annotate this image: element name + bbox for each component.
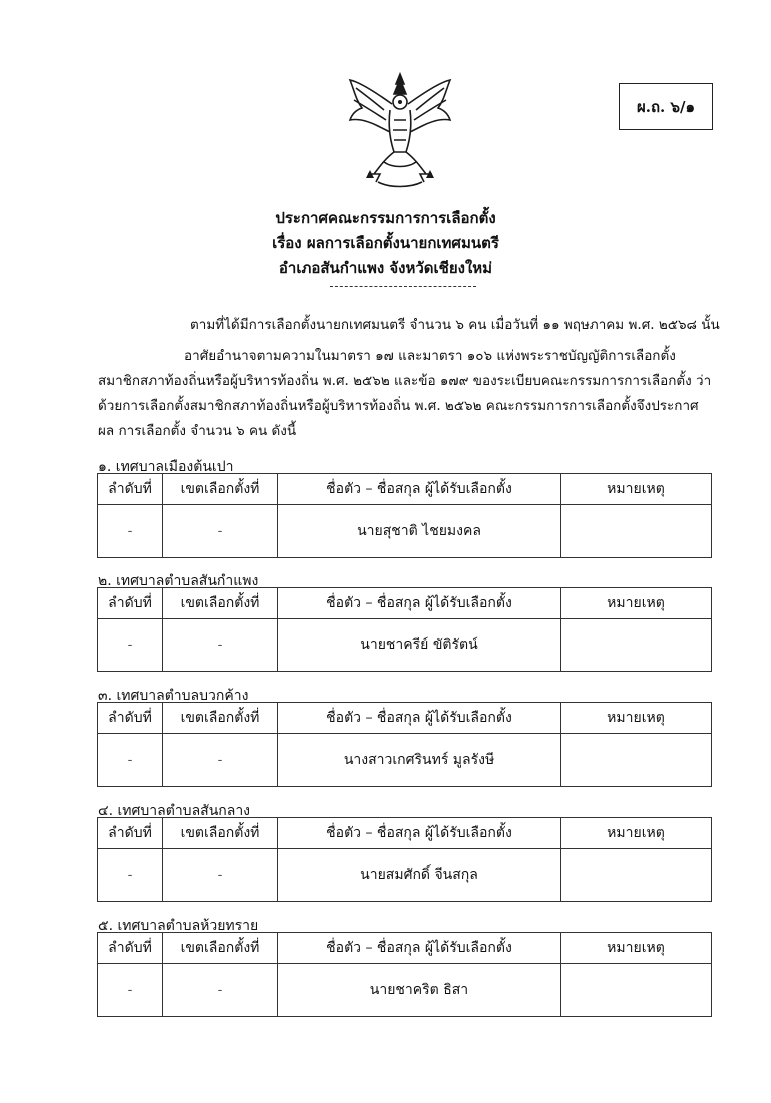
header-district: เขตเลือกตั้งที่	[163, 474, 278, 505]
announcement-subject: เรื่อง ผลการเลือกตั้งนายกเทศมนตรี	[272, 234, 499, 252]
cell-order: -	[98, 619, 163, 672]
cell-remark	[561, 734, 712, 787]
intro-paragraph: ตามที่ได้มีการเลือกตั้งนายกเทศมนตรี จำนวน ๖ คน เมื่อวันที่ ๑๑ พฤษภาคม พ.ศ. ๒๕๖๘ นั้น	[190, 317, 720, 333]
result-table	[97, 587, 712, 672]
header-name: ชื่อตัว – ชื่อสกุล ผู้ได้รับเลือกตั้ง	[278, 588, 561, 619]
header-district: เขตเลือกตั้งที่	[163, 703, 278, 734]
cell-district: -	[163, 964, 278, 1017]
cell-name: นางสาวเกศรินทร์ มูลรังษี	[278, 734, 561, 787]
body-paragraph	[98, 344, 714, 444]
announcement-title: ประกาศคณะกรรมการการเลือกตั้ง	[275, 209, 496, 227]
header-order: ลำดับที่	[98, 474, 163, 505]
table-row	[98, 734, 712, 787]
cell-remark	[561, 964, 712, 1017]
table-row	[98, 849, 712, 902]
cell-order: -	[98, 734, 163, 787]
header-order: ลำดับที่	[98, 703, 163, 734]
table-row	[98, 505, 712, 558]
cell-district: -	[163, 505, 278, 558]
cell-district: -	[163, 619, 278, 672]
table-header-row	[98, 818, 712, 849]
header-name: ชื่อตัว – ชื่อสกุล ผู้ได้รับเลือกตั้ง	[278, 933, 561, 964]
header-order: ลำดับที่	[98, 818, 163, 849]
header-order: ลำดับที่	[98, 588, 163, 619]
announcement-location: อำเภอสันกำแพง จังหวัดเชียงใหม่	[278, 259, 493, 277]
header-remark: หมายเหตุ	[561, 474, 712, 505]
cell-remark	[561, 505, 712, 558]
table-header-row	[98, 703, 712, 734]
cell-name: นายชาคริต ธิสา	[278, 964, 561, 1017]
header-district: เขตเลือกตั้งที่	[163, 588, 278, 619]
table-row	[98, 619, 712, 672]
cell-remark	[561, 619, 712, 672]
section-title: ๑. เทศบาลเมืองต้นเปา	[98, 459, 234, 475]
header-remark: หมายเหตุ	[561, 588, 712, 619]
header-order: ลำดับที่	[98, 933, 163, 964]
header-remark: หมายเหตุ	[561, 933, 712, 964]
cell-order: -	[98, 505, 163, 558]
header-name: ชื่อตัว – ชื่อสกุล ผู้ได้รับเลือกตั้ง	[278, 818, 561, 849]
heading-divider	[330, 286, 476, 287]
header-name: ชื่อตัว – ชื่อสกุล ผู้ได้รับเลือกตั้ง	[278, 474, 561, 505]
garuda-emblem-icon	[338, 70, 462, 190]
form-code-box: ผ.ถ. ๖/๑	[619, 83, 713, 130]
header-name: ชื่อตัว – ชื่อสกุล ผู้ได้รับเลือกตั้ง	[278, 703, 561, 734]
table-header-row	[98, 933, 712, 964]
cell-name: นายสมศักดิ์ จีนสกุล	[278, 849, 561, 902]
header-remark: หมายเหตุ	[561, 703, 712, 734]
result-table	[97, 932, 712, 1017]
cell-district: -	[163, 849, 278, 902]
section-title: ๓. เทศบาลตำบลบวกค้าง	[98, 688, 249, 704]
result-table	[97, 817, 712, 902]
header-remark: หมายเหตุ	[561, 818, 712, 849]
header-district: เขตเลือกตั้งที่	[163, 933, 278, 964]
cell-name: นายชาครีย์ ขัติรัตน์	[278, 619, 561, 672]
section-title: ๒. เทศบาลตำบลสันกำแพง	[98, 573, 259, 589]
section-title: ๔. เทศบาลตำบลสันกลาง	[98, 803, 251, 819]
cell-remark	[561, 849, 712, 902]
header-district: เขตเลือกตั้งที่	[163, 818, 278, 849]
table-row	[98, 964, 712, 1017]
cell-district: -	[163, 734, 278, 787]
cell-name: นายสุชาติ ไชยมงคล	[278, 505, 561, 558]
table-header-row	[98, 474, 712, 505]
section-title: ๕. เทศบาลตำบลห้วยทราย	[98, 918, 259, 934]
table-header-row	[98, 588, 712, 619]
result-table	[97, 702, 712, 787]
cell-order: -	[98, 849, 163, 902]
body-text: อาศัยอำนาจตามความในมาตรา ๑๗ และมาตรา ๑๐๖ แห่งพระราชบัญญัติการเลือกตั้ง สมาชิกสภาท้องถิ่นหรือผู้บริหารท้องถิ่น พ.ศ. ๒๕๖๒ และข้อ ๑๗๙ ของระเบียบคณะกรรมการการเลือกตั้ง ว่าด้วยการเลือกตั้งสมาชิกสภาท้องถิ่นหรือผู้บริหารท้องถิ่น พ.ศ. ๒๕๖๒ คณะกรรมการการเลือกตั้งจึงประกาศผล การเลือกตั้ง จำนวน ๖ คน ดังนี้	[98, 348, 712, 439]
result-table	[97, 473, 712, 558]
cell-order: -	[98, 964, 163, 1017]
